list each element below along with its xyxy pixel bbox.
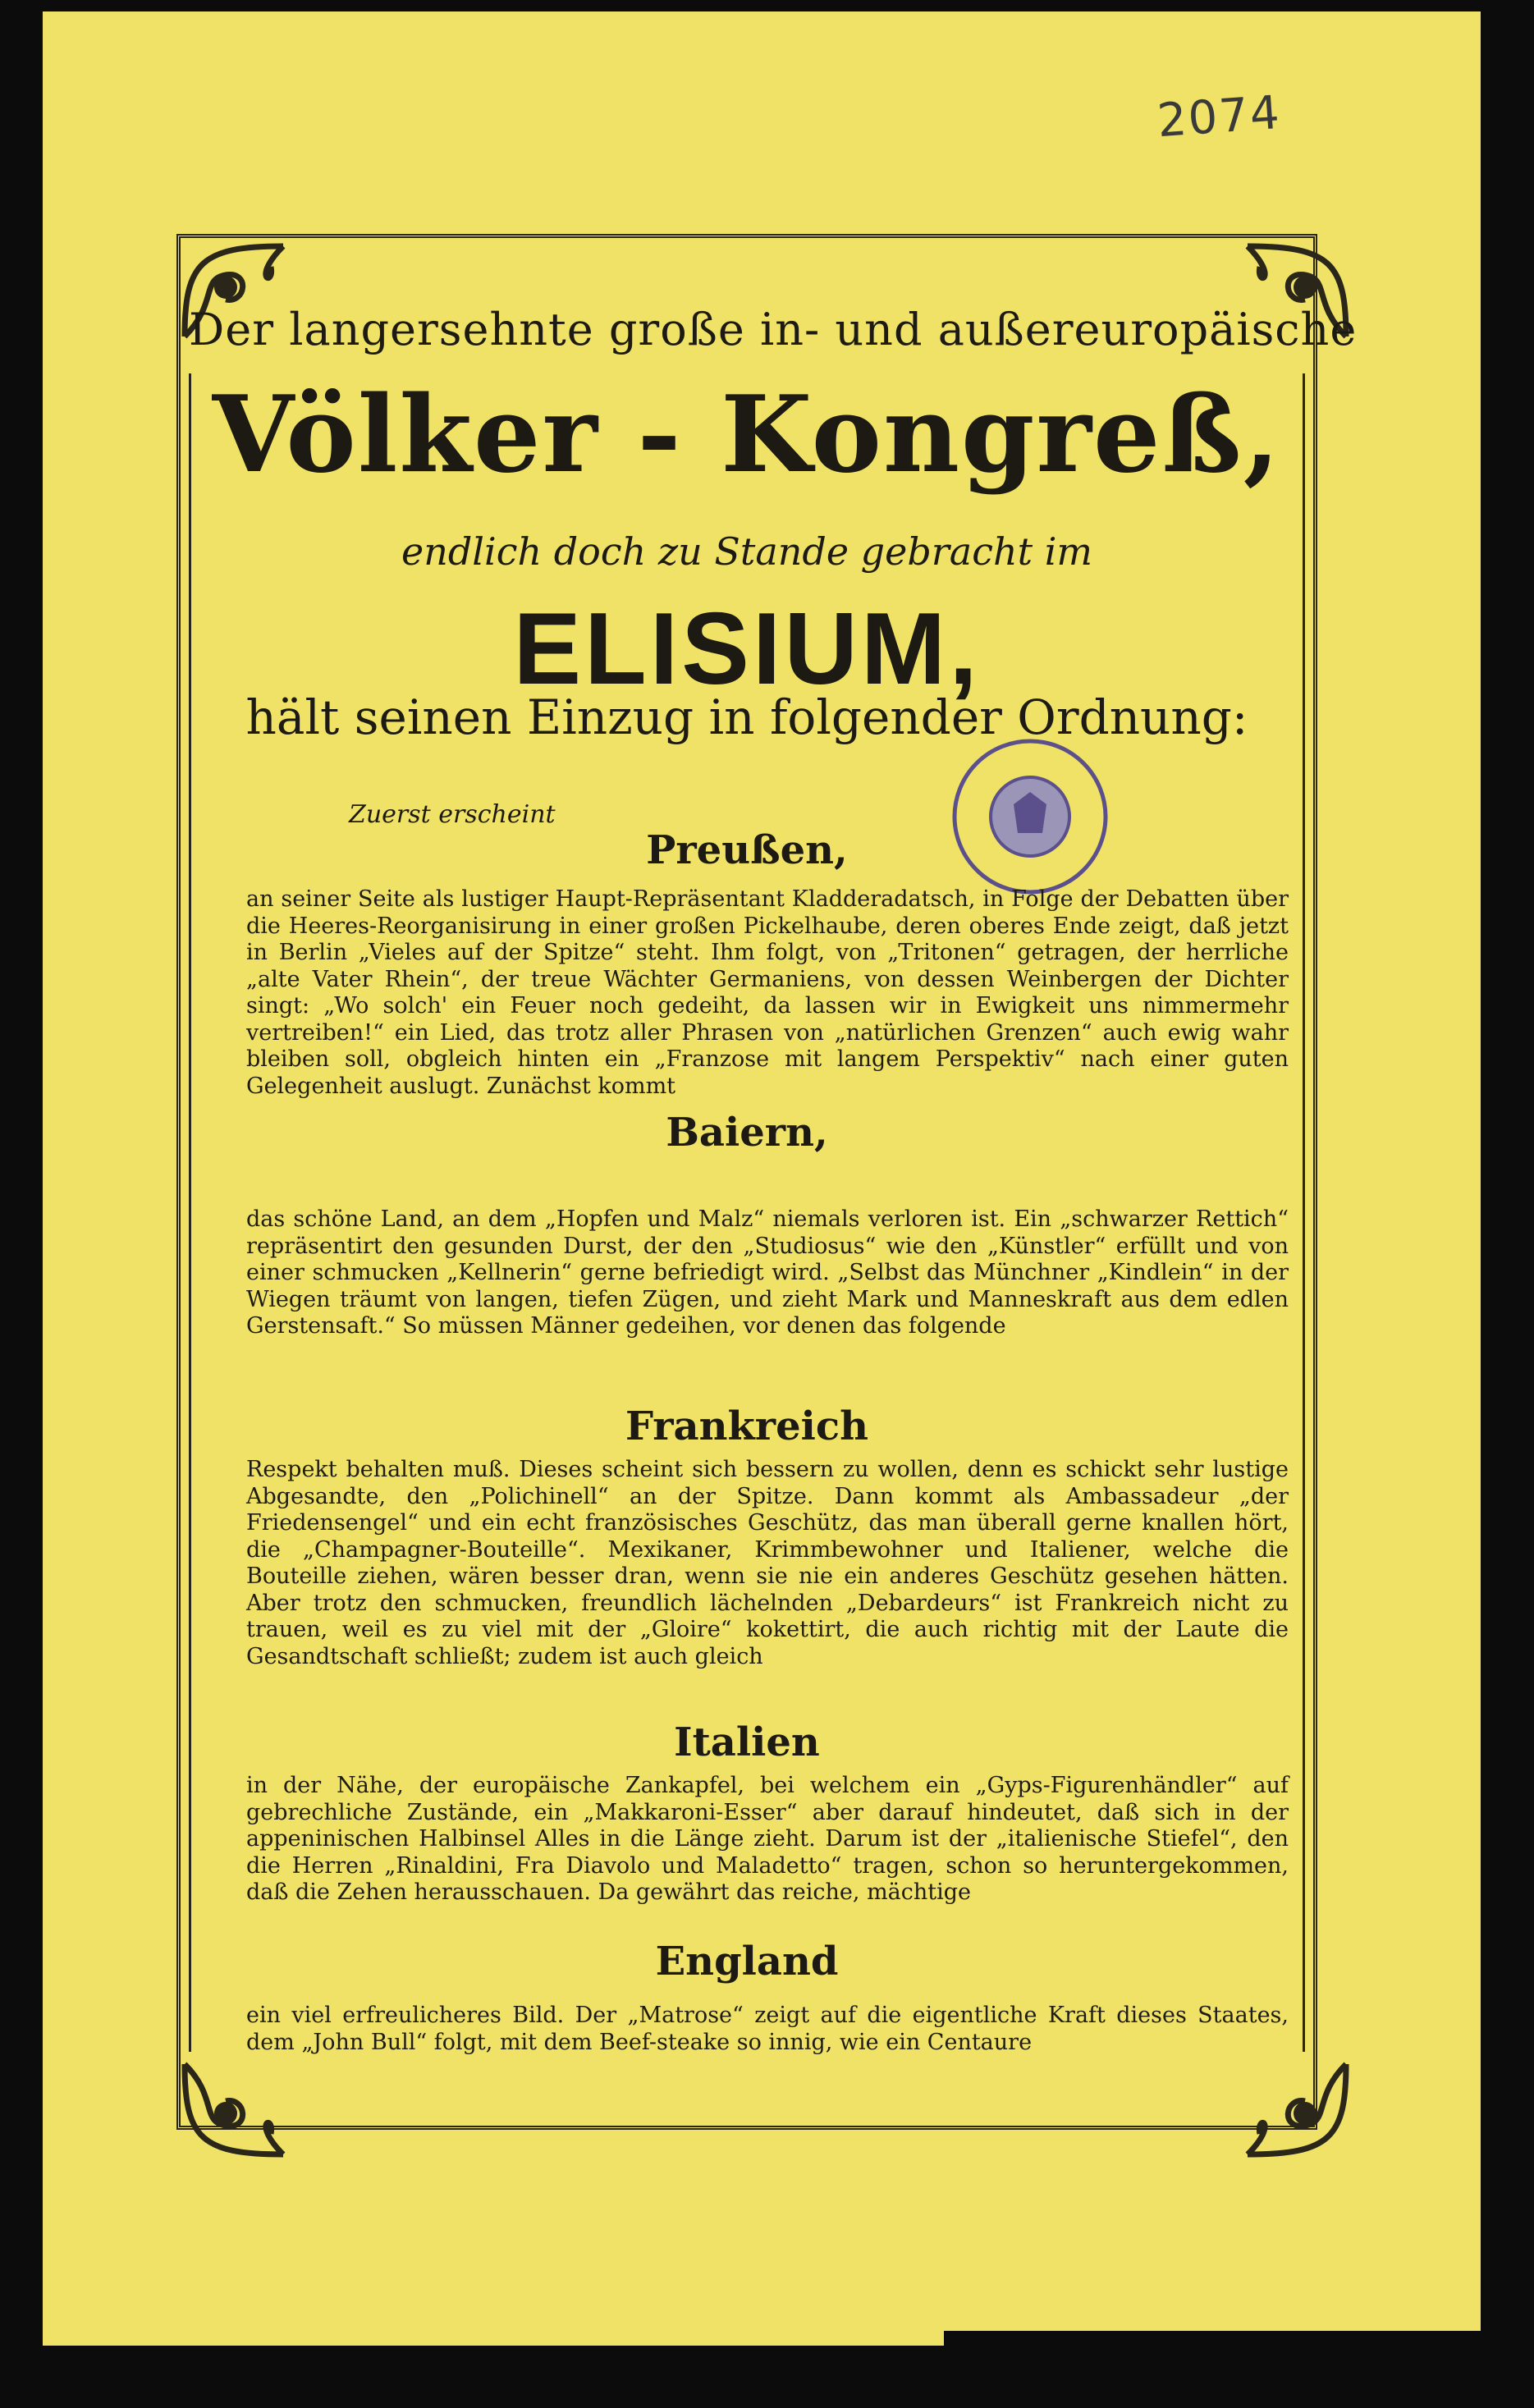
main-title: Völker - Kongreß, [212, 373, 1282, 497]
venue-title: ELISIUM, [513, 593, 981, 706]
corner-ornament-icon [168, 2048, 300, 2171]
title-line-5: hält seinen Einzug in folgender Ordnung: [245, 689, 1248, 745]
section-heading-italy: Italien [674, 1719, 820, 1765]
section-text-italy: in der Nähe, der europäische Zankapfel, bei welchem ein „Gyps-Figurenhändler“ auf gebrechliche Zustände, ein „Makkaroni-Esser“ aber darauf hindeutet, daß sich in der appeninischen Halbinsel Alles in die Länge zieht. Darum ist der „italienische Stiefel“, den die Herren „Rinaldini, Fra Diavolo und Maladetto“ tragen, schon so heruntergekommen, daß die Zehen herausschauen. Da gewährt das reiche, mächtige [246, 1773, 1289, 1905]
corner-ornament-icon [1231, 2048, 1362, 2171]
section-text-bavaria: das schöne Land, an dem „Hopfen und Malz“ niemals verloren ist. Ein „schwarzer Rettich“ repräsentirt den gesunden Durst, der den „Studiosus“ wie den „Künstler“ erfüllt und von einer schmucken „Kellnerin“ gerne befriedigt wird. „Selbst das Münchner „Kindlein“ in der Wiegen träumt von langen, tiefen Zügen, und zieht Mark und Manneskraft aus dem edlen Gerstensaft.“ So müssen Männer gedeihen, vor denen das folgende [246, 1206, 1289, 1339]
archive-number: 2074 [1155, 85, 1283, 149]
section-heading-england: England [655, 1939, 839, 1985]
intro-text: Zuerst erscheint [349, 800, 556, 829]
library-stamp [936, 735, 1124, 899]
section-heading-prussia: Preußen, [646, 827, 848, 873]
title-line-3: endlich doch zu Stande gebracht im [401, 529, 1093, 574]
section-text-france: Respekt behalten muß. Dieses scheint sich bessern zu wollen, denn es schickt sehr lustige Abgesandte, den „Polichinell“ an der Spitze. Dann kommt als Ambassadeur „der Friedensengel“ und ein echt französisches Geschütz, das man überall gerne knallen hört, die „Champagner-Bouteille“. Mexikaner, Krimmbewohner und Italiener, welche die Bouteille ziehen, wären besser dran, wenn sie nie ein anderes Geschütz gesehen hätten. Aber trotz den schmucken, freundlich lächelnden „Debardeurs“ ist Frankreich nicht zu trauen, weil es zu viel mit der „Gloire“ kokettirt, die auch richtig mit der Laute die Gesandtschaft schließt; zudem ist auch gleich [246, 1457, 1289, 1669]
section-text-england: ein viel erfreulicheres Bild. Der „Matrose“ zeigt auf die eigentliche Kraft dieses Staates, dem „John Bull“ folgt, mit dem Beef-steake so innig, wie ein Centaure [246, 2003, 1289, 2055]
section-heading-bavaria: Baiern, [666, 1110, 828, 1156]
section-heading-france: Frankreich [625, 1403, 868, 1449]
torn-edge [944, 2331, 1481, 2364]
title-line-1: Der langersehnte große in- und außereuropäische [189, 304, 1358, 355]
section-text-prussia: an seiner Seite als lustiger Haupt-Repräsentant Kladderadatsch, in Folge der Debatten über die Heeres-Reorganisirung in einer großen Pickelhaube, deren oberes Ende zeigt, daß jetzt in Berlin „Vieles auf der Spitze“ steht. Ihm folgt, von „Tritonen“ getragen, der herrliche „alte Vater Rhein“, der treue Wächter Germaniens, von dessen Weinbergen der Dichter singt: „Wo solch' ein Feuer noch gedeiht, da lassen wir in Ewigkeit uns nimmermehr vertreiben!“ ein Lied, das trotz aller Phrasen von „natürlichen Grenzen“ auch ewig wahr bleiben soll, obgleich hinten ein „Franzose mit langem Perspektiv“ nach einer guten Gelegenheit auslugt. Zunächst kommt [246, 886, 1289, 1099]
